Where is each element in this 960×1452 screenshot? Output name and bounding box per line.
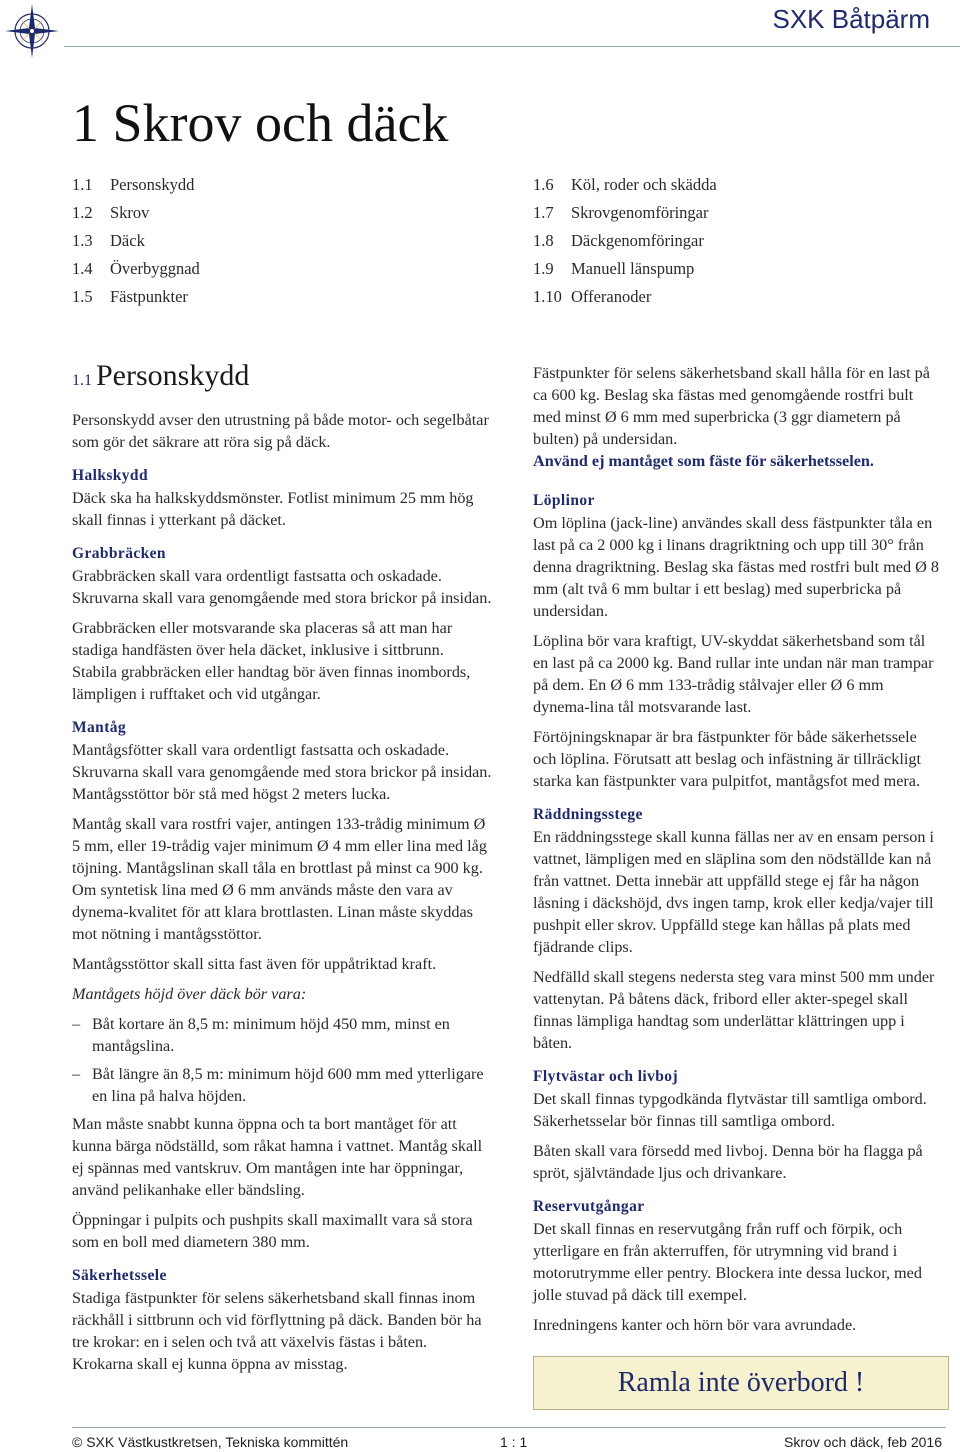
footer-document-info: Skrov och däck, feb 2016 bbox=[784, 1434, 942, 1450]
toc-item bbox=[533, 171, 717, 199]
toc-item-label: Personskydd bbox=[110, 175, 195, 194]
list-item bbox=[72, 1013, 492, 1057]
subheading-raddningsstege: Räddningsstege bbox=[533, 806, 643, 823]
toc-item bbox=[533, 227, 717, 255]
subheading-loplinor: Löplinor bbox=[533, 492, 595, 509]
paragraph: En räddningsstege skall kunna fällas ner av en ensam person i vattnet, lämpligen med en släplina som den nödställde kan nå från vattnet. Detta innebär att uppfälld stege ej får ha någon låsning i däckshöjd, dvs ingen tamp, krok eller kedja/vajer till pushpit eller skrov. Uppfälld stege kan hållas på plats med fjädrande clips. bbox=[533, 828, 934, 956]
paragraph: Det skall finnas en reservutgång från ruff och förpik, och ytterligare en från akterruffen, för utrymning vid brand i motorutrymme eller pentry. Blockera inte dessa luckor, med jolle stuvad på däck till exempel. bbox=[533, 1220, 922, 1304]
toc-item bbox=[72, 227, 200, 255]
list-item-text: Båt kortare än 8,5 m: minimum höjd 450 mm, minst en mantågslina. bbox=[92, 1015, 450, 1055]
toc-item-label: Däckgenomföringar bbox=[571, 231, 704, 250]
toc-item-number: 1.1 bbox=[72, 175, 93, 194]
toc-item bbox=[533, 255, 717, 283]
paragraph: Mantågsfötter skall vara ordentligt fastsatta och oskadade. Skruvarna skall vara genomgående med stora brickor på insidan. Mantågsstöttor bör stå med högst 2 meters lucka. bbox=[72, 741, 492, 803]
footer-divider bbox=[72, 1427, 946, 1428]
callout-text: Ramla inte överbord ! bbox=[617, 1367, 865, 1398]
toc-item bbox=[533, 283, 717, 311]
toc-item-label: Manuell länspump bbox=[571, 259, 695, 278]
toc-item-label: Köl, roder och skädda bbox=[571, 175, 717, 194]
paragraph: Fästpunkter för selens säkerhetsband skall hålla för en last på ca 600 kg. Beslag ska fästas med genomgående rostfri bult med minst Ø 6 mm med superbricka (3 ggr diametern på bulten) på undersidan. bbox=[533, 364, 930, 448]
paragraph: Stadiga fästpunkter för selens säkerhetsband skall finnas inom räckhåll i sittbrunn och vid förflyttning på däck. Banden bör ha tre krokar: en i selen och två att växelvis fästas i båten. Krokarna skall ej kunna öppna av misstag. bbox=[72, 1289, 482, 1373]
paragraph: Man måste snabbt kunna öppna och ta bort mantåget för att kunna bärga nödställd, som råkat hamna i vattnet. Mantåg skall ej spännas med vantskruv. Om mantågen inte har öppningar, använd pelikanhake eller bändsling. bbox=[72, 1115, 483, 1199]
toc-item-number: 1.8 bbox=[533, 231, 554, 250]
toc-item-label: Skrov bbox=[110, 203, 150, 222]
paragraph: Grabbräcken skall vara ordentligt fastsatta och oskadade. Skruvarna skall vara genomgående med stora brickor på insidan. bbox=[72, 567, 492, 607]
list-item bbox=[72, 1063, 492, 1107]
header-divider bbox=[64, 46, 960, 47]
dash-bullet: – bbox=[72, 1015, 81, 1033]
subheading-halkskydd: Halkskydd bbox=[72, 467, 148, 484]
section-number: 1.1 bbox=[72, 372, 92, 389]
paragraph: Löplina bör vara kraftigt, UV-skyddat säkerhetsband som tål en last på ca 2000 kg. Band rullar inte undan när man trampar på dem. En Ø 6 mm 133-trådig stålvajer eller Ø 6 mm dynema-lina tål motsvarande last. bbox=[533, 632, 934, 716]
toc-item-number: 1.6 bbox=[533, 175, 554, 194]
toc-item-label: Däck bbox=[110, 231, 145, 250]
compass-rose-icon bbox=[2, 0, 62, 62]
paragraph: Mantågsstöttor skall sitta fast även för uppåtriktad kraft. bbox=[72, 955, 437, 973]
toc-item-number: 1.5 bbox=[72, 287, 93, 306]
paragraph: Om löplina (jack-line) användes skall dess fästpunkter tåla en last på ca 2 000 kg i linans dragriktning och upp till 30° från denna dragriktning. Beslag ska fästas med rostfri bult med Ø 8 mm (alt två 6 mm bultar i ett beslag) med superbricka på undersidan. bbox=[533, 514, 939, 620]
toc-item-label: Skrovgenomföringar bbox=[571, 203, 709, 222]
toc-item bbox=[72, 199, 200, 227]
italic-lead: Mantågets höjd över däck bör vara: bbox=[72, 985, 307, 1003]
toc-item bbox=[72, 255, 200, 283]
subheading-sakerhetssele: Säkerhetssele bbox=[72, 1267, 167, 1284]
toc-item-number: 1.2 bbox=[72, 203, 93, 222]
subheading-flytvastar: Flytvästar och livboj bbox=[533, 1068, 679, 1085]
left-column bbox=[72, 358, 492, 1383]
warning-text: Använd ej mantåget som fäste för säkerhetsselen. bbox=[533, 452, 874, 470]
paragraph: Förtöjningsknapar är bra fästpunkter för både säkerhetssele och löplina. Förutsatt att beslag och infästning är tillräckligt starka kan fästpunkter vara pulpitfot, mantågsfot med mera. bbox=[533, 728, 921, 790]
paragraph: Mantåg skall vara rostfri vajer, antingen 133-trådig minimum Ø 5 mm, eller 19-trådig vajer minimum Ø 4 mm eller lina med låg töjning. Mantågslinan skall tåla en brottlast på minst ca 900 kg. Om syntetisk lina med Ø 6 mm används måste den vara av dynema-kvalitet för att klara brottlasten. Linan måste skyddas mot nötning i mantågsstöttor. bbox=[72, 815, 487, 943]
section-title: Personskydd bbox=[96, 359, 250, 392]
intro-paragraph: Personskydd avser den utrustning på både motor- och segelbåtar som gör det säkrare att röra sig på däck. bbox=[72, 411, 489, 451]
dash-bullet: – bbox=[72, 1065, 81, 1083]
subheading-reservutgangar: Reservutgångar bbox=[533, 1198, 645, 1215]
toc-item bbox=[72, 171, 200, 199]
paragraph: Inredningens kanter och hörn bör vara avrundade. bbox=[533, 1316, 857, 1334]
toc-item-number: 1.4 bbox=[72, 259, 93, 278]
paragraph: Däck ska ha halkskyddsmönster. Fotlist minimum 25 mm hög skall finnas i ytterkant på däcket. bbox=[72, 489, 474, 529]
toc-item-number: 1.7 bbox=[533, 203, 554, 222]
paragraph: Båten skall vara försedd med livboj. Denna bör ha flagga på spröt, självtändade ljus och drivankare. bbox=[533, 1142, 923, 1182]
right-column bbox=[533, 362, 943, 1344]
subheading-grabbracken: Grabbräcken bbox=[72, 545, 166, 562]
chapter-title: 1 Skrov och däck bbox=[72, 93, 449, 153]
toc-item-label: Fästpunkter bbox=[110, 287, 188, 306]
footer-copyright: © SXK Västkustkretsen, Tekniska kommittén bbox=[72, 1434, 349, 1450]
header-title: SXK Båtpärm bbox=[772, 4, 930, 34]
list-item-text: Båt längre än 8,5 m: minimum höjd 600 mm med ytterligare en lina på halva höjden. bbox=[92, 1065, 484, 1105]
paragraph: Nedfälld skall stegens nedersta steg vara minst 500 mm under vattenytan. På båtens däck, fribord eller akter-spegel skall finnas lämpliga handtag som underlättar klättringen upp i båten. bbox=[533, 968, 935, 1052]
footer-page-number: 1 : 1 bbox=[500, 1434, 528, 1450]
toc-item-label: Överbyggnad bbox=[110, 259, 200, 278]
toc-item bbox=[533, 199, 717, 227]
toc-item bbox=[72, 283, 200, 311]
toc-item-label: Offeranoder bbox=[571, 287, 652, 306]
toc-left bbox=[72, 171, 200, 311]
section-heading bbox=[72, 358, 492, 399]
paragraph: Grabbräcken eller motsvarande ska placeras så att man har stadiga handfästen över hela däcket, inklusive i sittbrunn. Stabila grabbräcken eller handtag bör även finnas inombords, lämpligen i rufftaket och vid utgångar. bbox=[72, 619, 471, 703]
toc-item-number: 1.10 bbox=[533, 287, 562, 306]
toc-right bbox=[533, 171, 717, 311]
paragraph: Öppningar i pulpits och pushpits skall maximallt vara så stora som en boll med diametern 380 mm. bbox=[72, 1211, 473, 1251]
callout-box bbox=[533, 1356, 949, 1410]
paragraph: Det skall finnas typgodkända flytvästar till samtliga ombord. Säkerhetsselar bör finnas till samtliga ombord. bbox=[533, 1090, 927, 1130]
subheading-mantag: Mantåg bbox=[72, 719, 127, 736]
toc-item-number: 1.9 bbox=[533, 259, 554, 278]
toc-item-number: 1.3 bbox=[72, 231, 93, 250]
